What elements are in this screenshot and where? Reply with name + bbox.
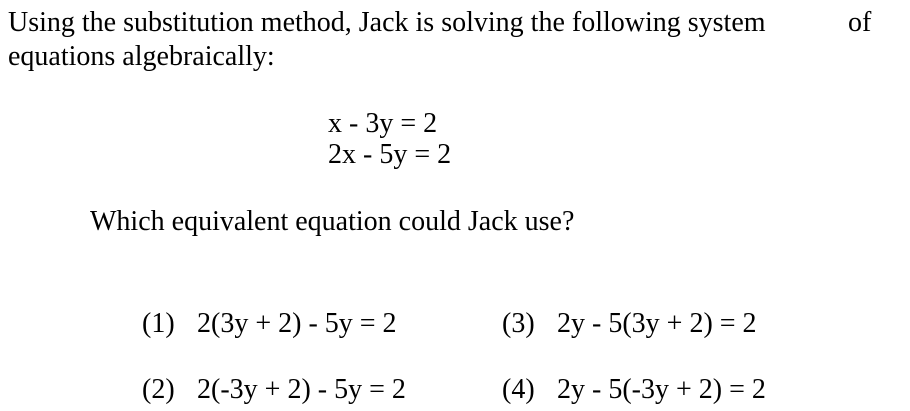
equation-1: x - 3y = 2 [328,108,438,139]
choice-number: (1) [142,308,175,339]
choice-number: (3) [502,308,535,339]
answer-choice-4[interactable] [488,342,766,406]
prompt-line-1-end: of [848,7,872,38]
choice-number: (4) [502,374,535,405]
choice-text: 2(3y + 2) - 5y = 2 [197,308,397,339]
prompt-line-1: Using the substitution method, Jack is solving the following system [8,7,766,38]
equation-2: 2x - 5y = 2 [328,139,452,170]
answer-choice-1[interactable] [128,276,397,340]
answer-choice-2[interactable] [128,342,406,406]
answer-choice-3[interactable] [488,276,757,340]
choice-text: 2y - 5(3y + 2) = 2 [557,308,757,339]
choice-number: (2) [142,374,175,405]
equation-system [328,108,451,170]
choice-text: 2(-3y + 2) - 5y = 2 [197,374,406,405]
question-text: Which equivalent equation could Jack use? [90,206,575,237]
prompt-line-2: equations algebraically: [8,41,275,72]
choice-text: 2y - 5(-3y + 2) = 2 [557,374,766,405]
